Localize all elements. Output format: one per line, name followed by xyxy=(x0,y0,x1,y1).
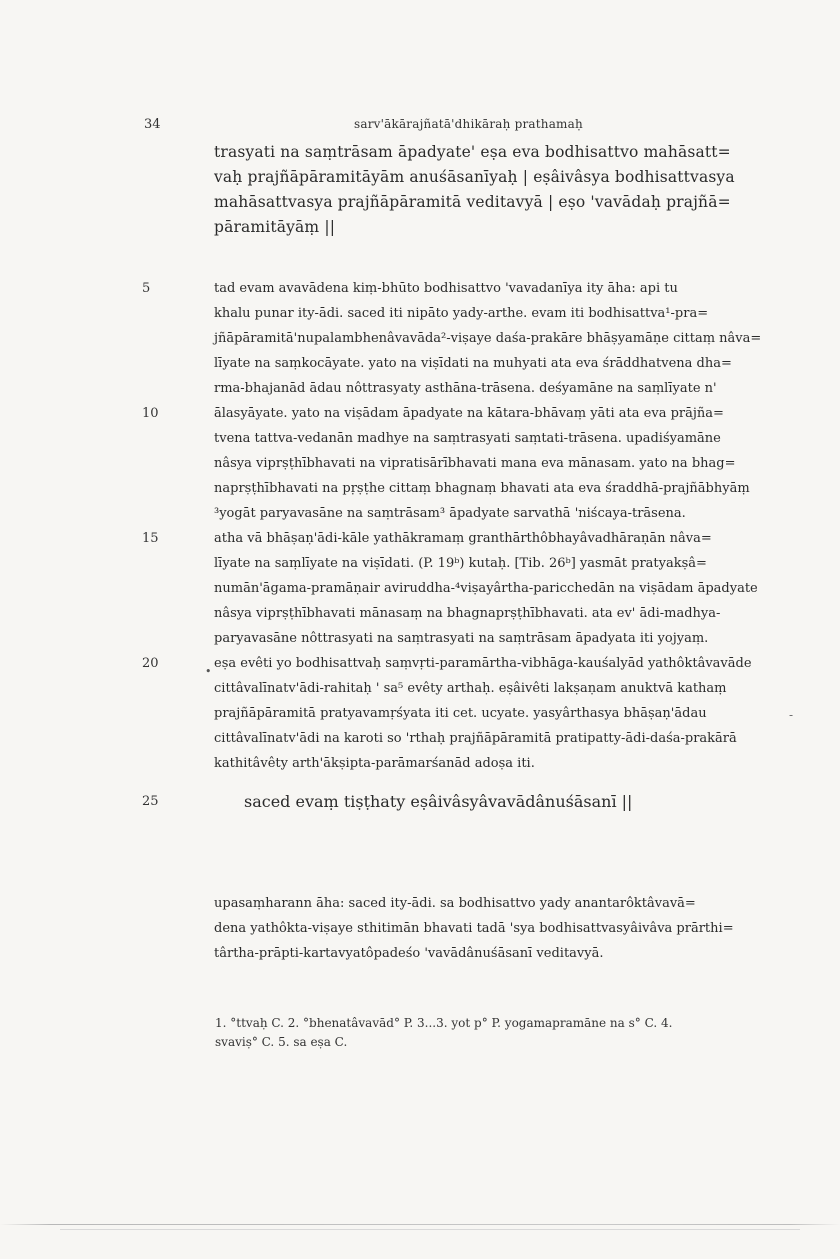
line-text: kathitâvêty arth'ākṣipta-parāmarśanād adoṣa iti. xyxy=(214,756,535,771)
line-text: ³yogāt paryavasāne na saṃtrāsam³ āpadyate sarvathā 'niścaya-trāsena. xyxy=(214,506,686,521)
line-text: atha vā bhāṣaṇ'ādi-kāle yathākramaṃ granthārthôbhayâvadhāraṇān nâva= xyxy=(214,531,712,546)
line-text: numān'āgama-pramāṇair aviruddha-⁴viṣayârtha-paricchedān na viṣādam āpadyate xyxy=(214,581,758,596)
page-number: 34 xyxy=(144,117,161,132)
line-text: ālasyāyate. yato na viṣādam āpadyate na kātara-bhāvaṃ yāti ata eva prājña= xyxy=(214,406,724,421)
line-text: naprṣṭhībhavati na pṛṣṭhe cittaṃ bhagnaṃ bhavati ata eva śraddhā-prajñābhyāṃ xyxy=(214,481,750,496)
margin-dot: • xyxy=(205,665,212,678)
scan-edge-line xyxy=(0,1224,840,1225)
line-text: cittâvalīnatv'ādi-rahitaḥ ' sa⁵ evêty arthaḥ. eṣâivêti lakṣaṇam anuktvā kathaṃ xyxy=(214,681,727,696)
intro-paragraph xyxy=(0,140,840,240)
intro-line xyxy=(0,190,840,215)
line-text: prajñāpāramitā pratyavamṛśyata iti cet. ucyate. yasyârthasya bhāṣaṇ'ādau xyxy=(214,706,707,721)
line-text: līyate na saṃkocāyate. yato na viṣīdati na muhyati ata eva śrāddhatvena dha= xyxy=(214,356,732,371)
line-text: jñāpāramitā'nupalambhenâvavāda²-viṣaye daśa-prakāre bhāṣyamāṇe cittaṃ nâva= xyxy=(214,331,762,346)
commentary-line xyxy=(0,501,840,526)
commentary-line xyxy=(0,401,840,426)
commentary-line xyxy=(0,276,840,301)
closing-line xyxy=(0,916,840,941)
intro-line xyxy=(0,140,840,165)
verse-line xyxy=(0,789,840,814)
commentary-line xyxy=(0,451,840,476)
commentary-line xyxy=(0,376,840,401)
line-text: vaḥ prajñāpāramitāyām anuśāsanīyaḥ | eṣâivâsya bodhisattvasya xyxy=(214,168,735,186)
commentary-line xyxy=(0,576,840,601)
verse-block xyxy=(0,789,840,814)
line-number: 25 xyxy=(142,794,159,809)
footnote-line: svaviṣ° C. 5. sa eṣa C. xyxy=(215,1035,348,1049)
commentary-line xyxy=(0,551,840,576)
line-text: khalu punar ity-ādi. saced iti nipāto yady-arthe. evam iti bodhisattva¹-pra= xyxy=(214,306,709,321)
commentary-line xyxy=(0,326,840,351)
footnotes xyxy=(215,1014,815,1052)
intro-line xyxy=(0,215,840,240)
verse-text: saced evaṃ tiṣṭhaty eṣâivâsyâvavādânuśāsanī || xyxy=(244,792,633,811)
commentary-line xyxy=(0,426,840,451)
line-text: nâsya viprṣṭhībhavati mānasaṃ na bhagnaprṣṭhībhavati. ata ev' ādi-madhya- xyxy=(214,606,721,621)
commentary-line xyxy=(0,726,840,751)
line-text: līyate na saṃlīyate na viṣīdati. (P. 19ᵇ) kutaḥ. [Tib. 26ᵇ] yasmāt pratyakṣâ= xyxy=(214,556,707,571)
line-text: tvena tattva-vedanān madhye na saṃtrasyati saṃtati-trāsena. upadiśyamāne xyxy=(214,431,721,446)
closing-paragraph xyxy=(0,891,840,966)
commentary-line xyxy=(0,476,840,501)
line-number: 10 xyxy=(142,406,159,421)
commentary-line xyxy=(0,301,840,326)
commentary-line xyxy=(0,351,840,376)
line-text: târtha-prāpti-kartavyatôpadeśo 'vavādânuśāsanī veditavyā. xyxy=(214,946,604,961)
line-text: upasaṃharann āha: saced ity-ādi. sa bodhisattvo yady anantarôktâvavā= xyxy=(214,896,696,911)
commentary-line xyxy=(0,626,840,651)
closing-line xyxy=(0,891,840,916)
line-text: trasyati na saṃtrāsam āpadyate' eṣa eva bodhisattvo mahāsatt= xyxy=(214,143,731,161)
intro-line xyxy=(0,165,840,190)
footnote-line: 1. °ttvaḥ C. 2. °bhenatâvavād° P. 3...3. yot p° P. yogamapramāne na s° C. 4. xyxy=(215,1016,673,1030)
commentary-line xyxy=(0,601,840,626)
commentary-line xyxy=(0,676,840,701)
line-number: 15 xyxy=(142,531,159,546)
line-text: rma-bhajanād ādau nôttrasyaty asthāna-trāsena. deśyamāne na saṃlīyate n' xyxy=(214,381,717,396)
line-text: tad evam avavādena kiṃ-bhūto bodhisattvo 'vavadanīya ity āha: api tu xyxy=(214,281,678,296)
line-text: dena yathôkta-viṣaye sthitimān bhavati tadā 'sya bodhisattvasyâivâva prārthi= xyxy=(214,921,734,936)
commentary-line xyxy=(0,701,840,726)
scan-edge-line-secondary xyxy=(60,1229,800,1230)
commentary-line xyxy=(0,651,840,676)
line-text: pāramitāyāṃ || xyxy=(214,218,336,236)
commentary-line xyxy=(0,526,840,551)
line-number: 20 xyxy=(142,656,159,671)
line-text: mahāsattvasya prajñāpāramitā veditavyā | eṣo 'vavādaḥ prajñā= xyxy=(214,193,731,211)
margin-dash: - xyxy=(789,708,794,722)
line-text: nâsya viprṣṭhībhavati na vipratisārībhavati mana eva mānasam. yato na bhag= xyxy=(214,456,736,471)
line-text: eṣa evêti yo bodhisattvaḥ saṃvṛti-paramārtha-vibhāga-kauśalyād yathôktâvavāde xyxy=(214,656,752,671)
closing-line xyxy=(0,941,840,966)
running-title: sarv'ākārajñatā'dhikāraḥ prathamaḥ xyxy=(354,117,583,131)
commentary-paragraph xyxy=(0,276,840,776)
line-text: paryavasāne nôttrasyati na saṃtrasyati na saṃtrāsam āpadyata iti yojyaṃ. xyxy=(214,631,709,646)
line-number: 5 xyxy=(142,281,151,296)
line-text: cittâvalīnatv'ādi na karoti so 'rthaḥ prajñāpāramitā pratipatty-ādi-daśa-prakārā xyxy=(214,731,737,746)
commentary-line xyxy=(0,751,840,776)
